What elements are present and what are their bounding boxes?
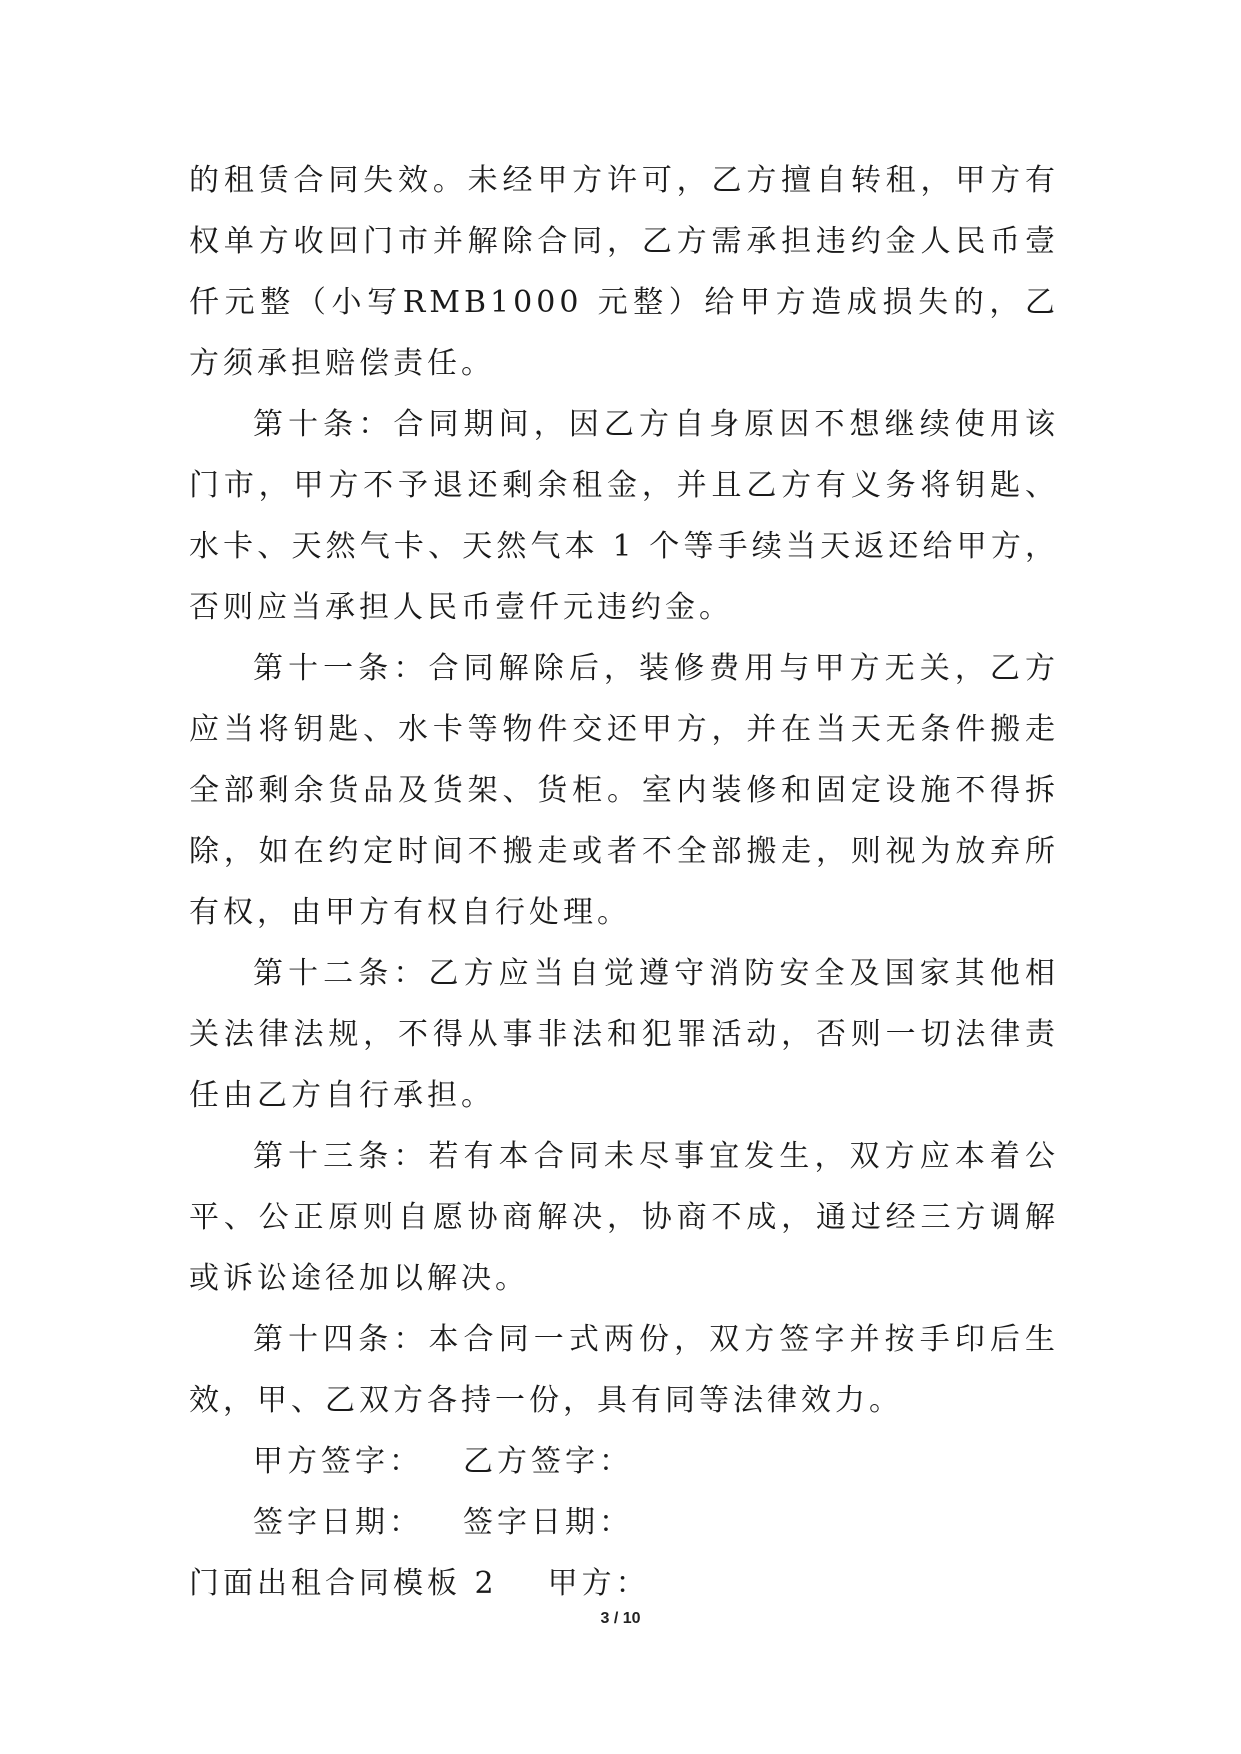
clause-13: 第十三条：若有本合同未尽事宜发生，双方应本着公平、公正原则自愿协商解决，协商不成，通过经三方调解或诉讼途径加以解决。	[189, 1139, 1059, 1296]
template-title: 门面出租合同模板 2	[189, 1566, 498, 1601]
party-b-date-label: 签字日期：	[463, 1505, 633, 1540]
clause-11: 第十一条：合同解除后，装修费用与甲方无关，乙方应当将钥匙、水卡等物件交还甲方，并在当天无条件搬走全部剩余货品及货架、货柜。室内装修和固定设施不得拆除，如在约定时间不搬走或者不全部搬走，则视为放弃所有权，由甲方有权自行处理。	[189, 651, 1059, 930]
party-b-signature-label: 乙方签字：	[463, 1444, 633, 1479]
document-body	[189, 150, 1059, 1614]
clause-12: 第十二条：乙方应当自觉遵守消防安全及国家其他相关法律法规，不得从事非法和犯罪活动，否则一切法律责任由乙方自行承担。	[189, 956, 1059, 1113]
party-a-label: 甲方：	[547, 1566, 650, 1601]
next-template-line	[189, 1553, 1059, 1614]
paragraph-continuation: 的租赁合同失效。未经甲方许可，乙方擅自转租，甲方有权单方收回门市并解除合同，乙方需承担违约金人民币壹仟元整（小写RMB1000 元整）给甲方造成损失的，乙方须承担赔偿责任。	[189, 163, 1059, 381]
signature-date-line	[189, 1492, 1059, 1553]
clause-10: 第十条：合同期间，因乙方自身原因不想继续使用该门市，甲方不予退还剩余租金，并且乙方有义务将钥匙、水卡、天然气卡、天然气本 1 个等手续当天返还给甲方，否则应当承担人民币壹仟元违约金。	[189, 407, 1059, 625]
signature-line	[189, 1431, 1059, 1492]
clause-14: 第十四条：本合同一式两份，双方签字并按手印后生效，甲、乙双方各持一份，具有同等法律效力。	[189, 1322, 1059, 1418]
page-number: 3 / 10	[600, 1610, 641, 1627]
party-a-date-label: 签字日期：	[253, 1505, 423, 1540]
party-a-signature-label: 甲方签字：	[253, 1444, 423, 1479]
